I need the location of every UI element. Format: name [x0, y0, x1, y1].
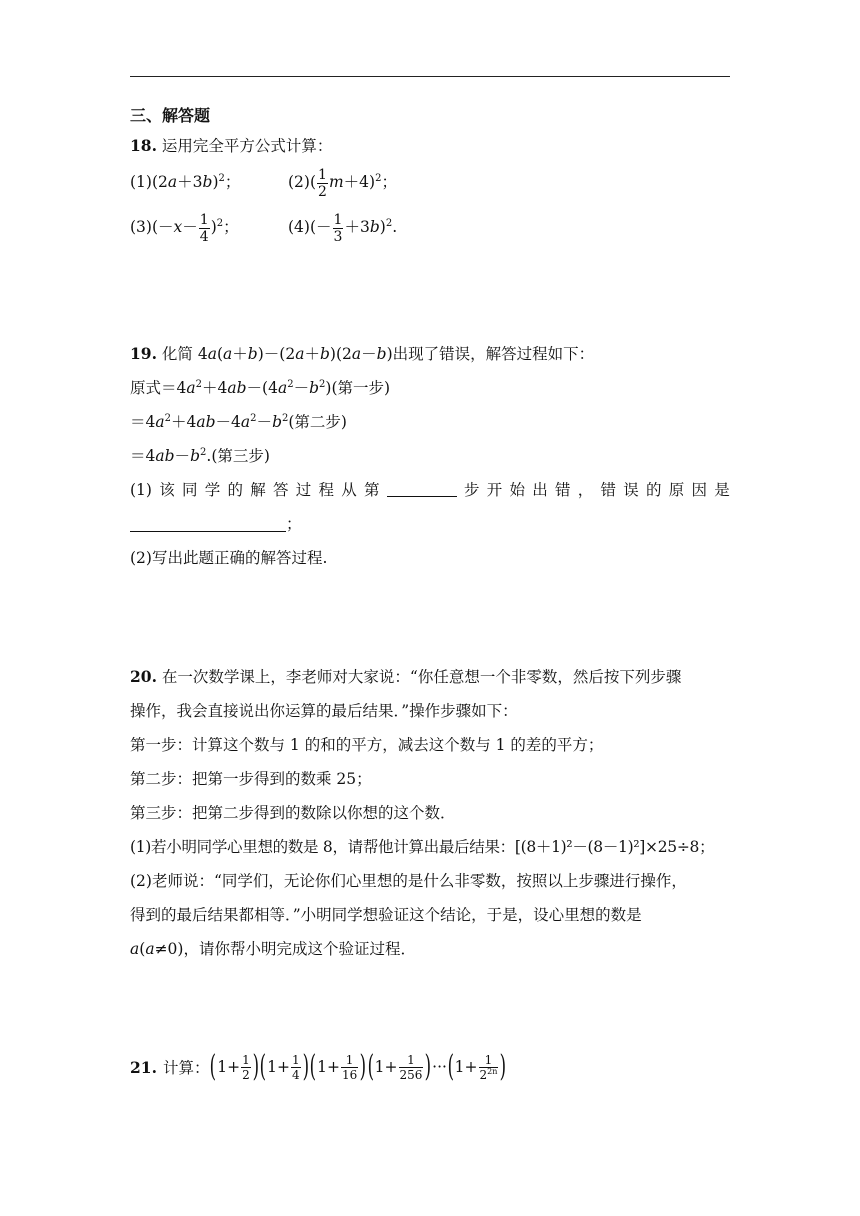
q19-char: 程	[318, 481, 334, 499]
q19-step-blank[interactable]	[387, 480, 457, 497]
q19-char: 解	[250, 481, 266, 499]
q19-char: 从	[341, 481, 357, 499]
q19-char: 开	[486, 481, 503, 499]
q19-part1-end: ；	[286, 515, 302, 533]
q19-char: ，	[577, 481, 594, 499]
q19-step2: $=4a^2+4ab-4a^2-b^2$(第二步)	[130, 413, 347, 431]
q19-prompt-a: 化简 4	[161, 345, 208, 363]
q19-char: 是	[714, 481, 730, 499]
q19-char: 该	[159, 481, 175, 499]
q18-part2: (2)( $\frac{1}{2}$ m＋4)$^2$；	[288, 166, 397, 200]
q21-factor: ( 1+ $\frac{1}{16}$ )	[309, 1049, 367, 1084]
q20-part2-line1: (2)老师说：“同学们，无论你们心里想的是什么非零数，按照以上步骤进行操作，	[130, 872, 687, 890]
q19-char: 原	[668, 481, 685, 499]
q21-factor: ( 1+ $\frac{1}{256}$ )	[367, 1049, 432, 1084]
q19-char: 出	[532, 481, 548, 499]
q21-last-factor: ( 1+ $\frac{1}{2^{2n}}$ )	[447, 1049, 507, 1084]
q20-part2-line2: 得到的最后结果都相等．”小明同学想验证这个结论，于是，设心里想的数是	[130, 906, 642, 924]
q20-line2: 操作，我会直接说出你运算的最后结果．”操作步骤如下：	[130, 702, 518, 720]
q19-step3-tag: (第三步)	[211, 447, 270, 465]
q19-part2: (2)写出此题正确的解答过程.	[130, 549, 328, 567]
q18-number: 18.	[130, 136, 157, 155]
q19-char: 答	[272, 481, 289, 499]
q19-reason-blank[interactable]	[130, 515, 286, 532]
q21-factor: ( 1+ $\frac{1}{4}$ )	[260, 1049, 309, 1084]
q20-step1: 第一步：计算这个数与 1 的和的平方，减去这个数与 1 的差的平方；	[130, 736, 604, 754]
q18-part3: (3)(－x－ $\frac{1}{4}$ )$^2$；	[130, 211, 239, 245]
q19-prompt-line: 19. 化简 4a(a＋b)－(2a＋b)(2a－b)出现了错误，解答过程如下：	[130, 344, 595, 363]
q19-number: 19.	[130, 344, 157, 363]
q20-line1	[130, 667, 681, 687]
q19-char: 过	[295, 481, 312, 499]
q20-step3: 第三步：把第二步得到的数除以你想的这个数．	[130, 804, 456, 822]
q18-prompt: 运用完全平方公式计算：	[161, 137, 333, 155]
q20-line1-text: 在一次数学课上，李老师对大家说：“你任意想一个非零数，然后按下列步骤	[161, 668, 682, 686]
fraction-one-third: $\frac{1}{3}$	[333, 211, 343, 245]
section-title: 三、解答题	[130, 106, 211, 125]
q19-char: 的	[227, 481, 243, 499]
q20-part2-line3: a(a≠0)，请你帮小明完成这个验证过程．	[130, 940, 416, 958]
q19-part1-line	[130, 480, 730, 500]
q21-ellipsis: ···	[432, 1058, 447, 1076]
q19-reason-line	[130, 514, 302, 534]
q19-char: 步	[463, 481, 480, 499]
q21-line	[130, 1049, 507, 1084]
q19-part1-label: (1)	[130, 481, 152, 499]
fraction-one-quarter: $\frac{1}{4}$	[199, 211, 209, 245]
q19-step3: $=4ab-b^2$.(第三步)	[130, 447, 270, 465]
q19-step1-tag: (第一步)	[331, 379, 391, 397]
q19-char: 误	[623, 481, 639, 499]
q20-part1: (1)若小明同学心里想的数是 8，请帮他计算出最后结果：[(8＋1)²－(8－1)²]×25÷8；	[130, 838, 715, 856]
q19-char: 的	[645, 481, 662, 499]
q20-number: 20.	[130, 667, 157, 686]
q19-char: 同	[181, 481, 198, 499]
q19-char: 因	[691, 481, 707, 499]
top-rule	[130, 76, 730, 77]
q19-char: 错	[554, 481, 571, 499]
q19-char: 错	[600, 481, 616, 499]
q19-char: 学	[204, 481, 221, 499]
q19-prompt-b: 出现了错误，解答过程如下：	[392, 345, 595, 363]
q19-step1: 原式$=4a^2+4ab-(4a^2-b^2)$(第一步)	[130, 379, 391, 397]
q19-char: 始	[509, 481, 525, 499]
q18-part2-label: (2)	[288, 173, 310, 191]
q19-step2-tag: (第二步)	[288, 413, 347, 431]
q18-part3-label: (3)	[130, 218, 152, 236]
q21-number: 21.	[130, 1057, 157, 1077]
q18-part1-label: (1)	[130, 173, 152, 191]
q18-part4: (4)(－ $\frac{1}{3}$ ＋3b)$^2$.	[288, 211, 398, 245]
q18-part4-label: (4)	[288, 218, 310, 236]
q21-factor: ( 1+ $\frac{1}{2}$ )	[210, 1049, 259, 1084]
q19-char: 第	[363, 481, 380, 499]
q18-prompt-line	[130, 136, 332, 156]
q20-step2: 第二步：把第一步得到的数乘 25；	[130, 770, 372, 788]
q18-part1: $(1)(2a+3b)^2$；	[130, 173, 241, 191]
fraction-one-half: $\frac{1}{2}$	[318, 166, 327, 200]
q20-part2-line3-text: ，请你帮小明完成这个验证过程．	[183, 940, 416, 958]
q21-prompt: 计算：	[162, 1059, 210, 1077]
